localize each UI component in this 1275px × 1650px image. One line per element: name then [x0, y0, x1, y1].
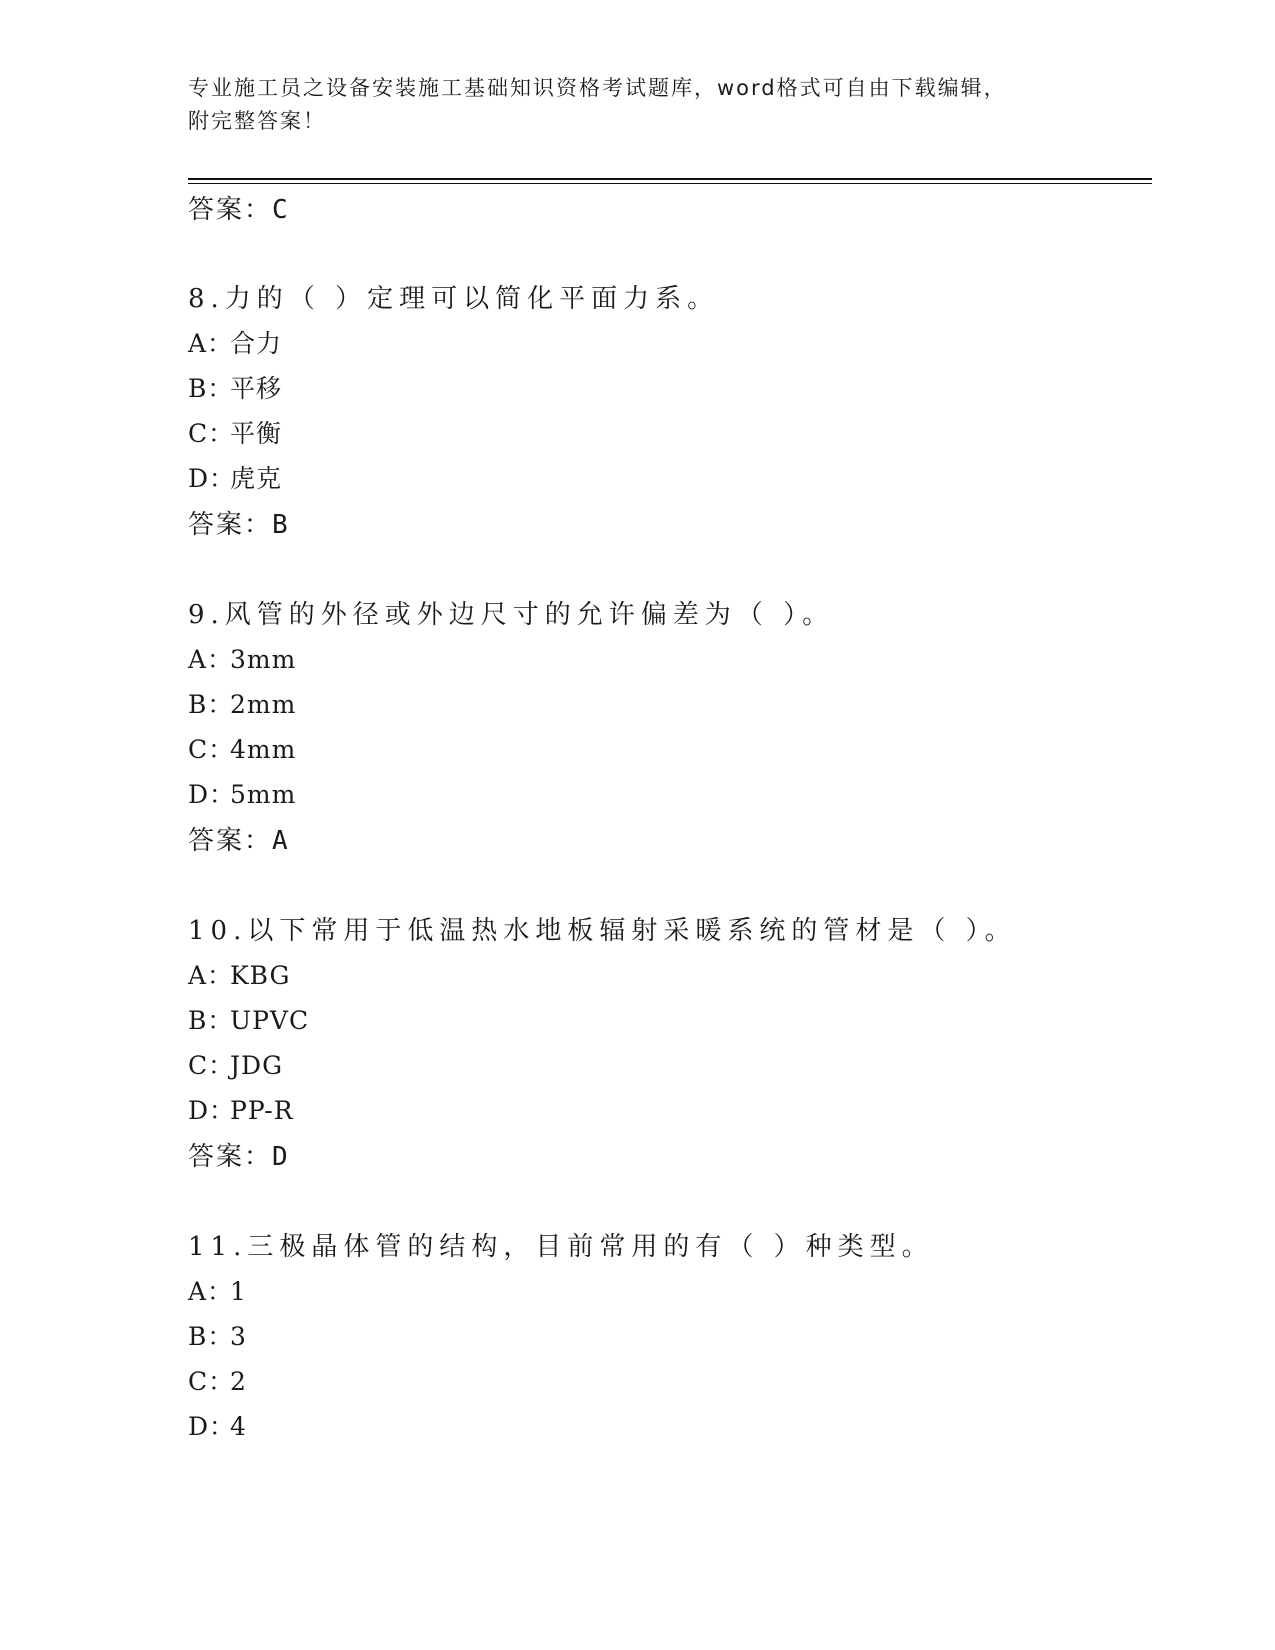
header-line-1: 专业施工员之设备安装施工基础知识资格考试题库，word格式可自由下载编辑， — [188, 76, 1007, 100]
question-10-option-a — [188, 959, 290, 993]
option-text: 合力 — [230, 329, 283, 358]
question-8-text: 8.力的（ ）定理可以简化平面力系。 — [188, 284, 720, 314]
option-letter: A： — [188, 1277, 234, 1306]
question-8-option-c — [188, 417, 282, 451]
question-8-answer: 答案：B — [188, 510, 290, 540]
question-8-option-a — [188, 327, 282, 361]
option-text: 平衡 — [230, 419, 283, 448]
question-11-option-d — [188, 1410, 247, 1444]
option-letter: B： — [188, 690, 234, 719]
option-letter: C： — [188, 735, 235, 764]
question-11-option-a — [188, 1275, 247, 1309]
option-text: KBG — [230, 961, 291, 990]
question-9-option-d — [188, 778, 296, 812]
option-letter: D： — [188, 780, 236, 809]
option-letter: A： — [188, 645, 234, 674]
option-text: 4mm — [230, 735, 297, 764]
option-text: 3 — [230, 1322, 247, 1351]
option-letter: B： — [188, 374, 234, 403]
option-letter: D： — [188, 464, 236, 493]
question-8-option-b — [188, 372, 282, 406]
question-9-option-c — [188, 733, 296, 767]
header-divider-thick — [188, 178, 1152, 180]
option-text: 平移 — [230, 374, 283, 403]
question-9-answer: 答案：A — [188, 826, 290, 856]
option-text: 3mm — [230, 645, 297, 674]
option-letter: A： — [188, 329, 234, 358]
document-header — [188, 72, 1068, 138]
question-10-text: 10.以下常用于低温热水地板辐射采暖系统的管材是（ ）。 — [188, 916, 1017, 946]
option-letter: D： — [188, 1412, 236, 1441]
option-text: 2 — [230, 1367, 247, 1396]
question-9-option-a — [188, 643, 296, 677]
question-11-option-c — [188, 1365, 247, 1399]
header-line-2: 附完整答案！ — [188, 109, 326, 133]
option-text: 1 — [230, 1277, 247, 1306]
option-text: UPVC — [230, 1006, 310, 1035]
option-text: 2mm — [230, 690, 297, 719]
question-10-option-d — [188, 1094, 294, 1128]
option-letter: D： — [188, 1096, 236, 1125]
question-10-option-b — [188, 1004, 309, 1038]
question-9-option-b — [188, 688, 296, 722]
question-11-text: 11.三极晶体管的结构，目前常用的有（ ）种类型。 — [188, 1232, 934, 1262]
header-divider-thin — [188, 183, 1152, 184]
option-letter: C： — [188, 1367, 235, 1396]
option-letter: A： — [188, 961, 234, 990]
option-letter: B： — [188, 1006, 234, 1035]
option-text: 5mm — [230, 780, 297, 809]
question-9-text: 9.风管的外径或外边尺寸的允许偏差为（ ）。 — [188, 600, 835, 630]
option-letter: B： — [188, 1322, 234, 1351]
option-letter: C： — [188, 1051, 235, 1080]
answer-previous: 答案：C — [188, 195, 290, 225]
question-11-option-b — [188, 1320, 247, 1354]
option-text: JDG — [230, 1051, 284, 1080]
option-text: PP-R — [230, 1096, 294, 1125]
question-10-answer: 答案：D — [188, 1142, 290, 1172]
question-10-option-c — [188, 1049, 283, 1083]
option-text: 4 — [230, 1412, 247, 1441]
option-text: 虎克 — [230, 464, 283, 493]
question-8-option-d — [188, 462, 282, 496]
option-letter: C： — [188, 419, 235, 448]
